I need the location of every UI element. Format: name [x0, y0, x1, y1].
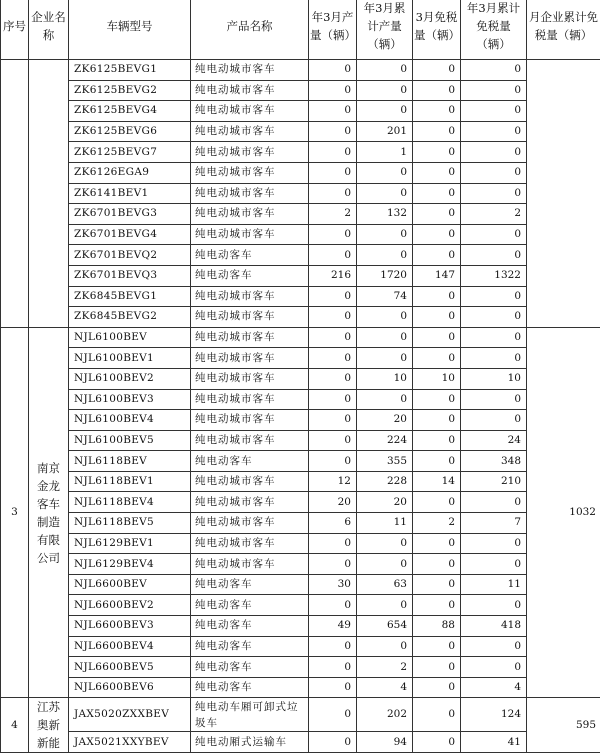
product-name-cell: 纯电动城市客车 [191, 80, 309, 101]
exempt-month-cell: 0 [413, 595, 461, 616]
vehicle-model-cell: ZK6701BEVQ2 [69, 245, 191, 266]
exempt-cum-cell: 0 [461, 80, 527, 101]
prod-month-cell: 0 [309, 80, 357, 101]
exempt-month-cell: 0 [413, 224, 461, 245]
exempt-month-cell: 0 [413, 121, 461, 142]
exempt-cum-cell: 0 [461, 657, 527, 678]
exempt-cum-cell: 0 [461, 286, 527, 307]
exempt-month-cell: 0 [413, 430, 461, 451]
table-row [1, 183, 600, 204]
exempt-cum-cell: 24 [461, 430, 527, 451]
exempt-cum-cell: 4 [461, 677, 527, 698]
vehicle-model-cell: NJL6118BEV4 [69, 492, 191, 513]
prod-month-cell: 0 [309, 389, 357, 410]
product-name-cell: 纯电动城市客车 [191, 513, 309, 534]
exempt-month-cell: 0 [413, 348, 461, 369]
exempt-month-cell: 2 [413, 513, 461, 534]
prod-month-cell: 0 [309, 595, 357, 616]
vehicle-model-cell: ZK6126EGA9 [69, 162, 191, 183]
prod-cum-cell: 0 [357, 101, 413, 122]
table-body [1, 60, 600, 753]
product-name-cell: 纯电动城市客车 [191, 204, 309, 225]
prod-cum-cell: 0 [357, 307, 413, 328]
table-row [1, 732, 600, 753]
product-name-cell: 纯电动城市客车 [191, 430, 309, 451]
prod-cum-cell: 224 [357, 430, 413, 451]
prod-month-cell: 0 [309, 410, 357, 431]
prod-month-cell: 0 [309, 224, 357, 245]
exempt-month-cell: 0 [413, 410, 461, 431]
product-name-cell: 纯电动客车 [191, 657, 309, 678]
exempt-month-cell: 0 [413, 142, 461, 163]
vehicle-model-cell: NJL6100BEV1 [69, 348, 191, 369]
exempt-month-cell: 0 [413, 451, 461, 472]
prod-cum-cell: 11 [357, 513, 413, 534]
header-prod-month: 年3月产量（辆） [309, 0, 357, 60]
vehicle-model-cell: NJL6129BEV1 [69, 533, 191, 554]
vehicle-model-cell: NJL6118BEV1 [69, 471, 191, 492]
exempt-month-cell: 0 [413, 101, 461, 122]
exempt-cum-cell: 0 [461, 101, 527, 122]
exempt-month-cell: 0 [413, 162, 461, 183]
prod-cum-cell: 1 [357, 142, 413, 163]
seq-cell: 4 [1, 698, 29, 753]
prod-cum-cell: 0 [357, 245, 413, 266]
vehicle-model-cell: ZK6125BEVG2 [69, 80, 191, 101]
exempt-month-cell: 0 [413, 492, 461, 513]
prod-cum-cell: 0 [357, 533, 413, 554]
exempt-month-cell: 0 [413, 698, 461, 732]
company-name-cell: 江苏奥新新能 [29, 698, 69, 753]
prod-cum-cell: 4 [357, 677, 413, 698]
prod-month-cell: 0 [309, 677, 357, 698]
table-row [1, 60, 600, 81]
product-name-cell: 纯电动客车 [191, 616, 309, 637]
exempt-cum-cell: 0 [461, 245, 527, 266]
vehicle-model-cell: NJL6600BEV6 [69, 677, 191, 698]
table-row [1, 348, 600, 369]
prod-month-cell: 0 [309, 368, 357, 389]
prod-cum-cell: 0 [357, 183, 413, 204]
header-prod-cum: 年3月累计产量（辆） [357, 0, 413, 60]
table-row [1, 574, 600, 595]
header-company-total: 月企业累计免税量（辆） [527, 0, 600, 60]
table-row [1, 698, 600, 732]
header-exempt-cum: 年3月累计免税量（辆） [461, 0, 527, 60]
product-name-cell: 纯电动城市客车 [191, 162, 309, 183]
prod-cum-cell: 1720 [357, 265, 413, 286]
prod-cum-cell: 228 [357, 471, 413, 492]
prod-month-cell: 0 [309, 183, 357, 204]
header-seq: 序号 [1, 0, 29, 60]
table-row [1, 554, 600, 575]
vehicle-model-cell: ZK6125BEVG7 [69, 142, 191, 163]
prod-month-cell: 0 [309, 307, 357, 328]
exempt-cum-cell: 0 [461, 121, 527, 142]
table-row [1, 162, 600, 183]
product-name-cell: 纯电动客车 [191, 265, 309, 286]
exempt-cum-cell: 11 [461, 574, 527, 595]
seq-cell: 3 [1, 327, 29, 698]
vehicle-model-cell: ZK6701BEVG4 [69, 224, 191, 245]
vehicle-model-cell: NJL6600BEV [69, 574, 191, 595]
prod-cum-cell: 654 [357, 616, 413, 637]
table-row [1, 616, 600, 637]
prod-cum-cell: 0 [357, 554, 413, 575]
exempt-month-cell: 0 [413, 636, 461, 657]
header-exempt-month: 3月免税量（辆） [413, 0, 461, 60]
vehicle-model-cell: ZK6845BEVG2 [69, 307, 191, 328]
prod-month-cell: 12 [309, 471, 357, 492]
exempt-cum-cell: 348 [461, 451, 527, 472]
company-total-cell: 1032 [527, 327, 600, 698]
vehicle-model-cell: ZK6125BEVG4 [69, 101, 191, 122]
product-name-cell: 纯电动车厢可卸式垃圾车 [191, 698, 309, 732]
prod-month-cell: 0 [309, 657, 357, 678]
header-product: 产品名称 [191, 0, 309, 60]
table-row [1, 451, 600, 472]
exempt-cum-cell: 0 [461, 183, 527, 204]
product-name-cell: 纯电动客车 [191, 595, 309, 616]
product-name-cell: 纯电动城市客车 [191, 286, 309, 307]
product-name-cell: 纯电动城市客车 [191, 101, 309, 122]
exempt-month-cell: 0 [413, 677, 461, 698]
prod-month-cell: 0 [309, 430, 357, 451]
prod-month-cell: 0 [309, 554, 357, 575]
vehicle-model-cell: NJL6100BEV3 [69, 389, 191, 410]
prod-cum-cell: 0 [357, 636, 413, 657]
table-row [1, 286, 600, 307]
header-company: 企业名称 [29, 0, 69, 60]
exempt-month-cell: 10 [413, 368, 461, 389]
table-row [1, 121, 600, 142]
product-name-cell: 纯电动城市客车 [191, 348, 309, 369]
vehicle-model-cell: NJL6100BEV [69, 327, 191, 348]
exempt-month-cell: 0 [413, 533, 461, 554]
prod-month-cell: 216 [309, 265, 357, 286]
vehicle-model-cell: NJL6600BEV2 [69, 595, 191, 616]
exempt-month-cell: 0 [413, 307, 461, 328]
exempt-cum-cell: 2 [461, 204, 527, 225]
exempt-month-cell: 0 [413, 183, 461, 204]
exempt-cum-cell: 124 [461, 698, 527, 732]
product-name-cell: 纯电动客车 [191, 451, 309, 472]
prod-cum-cell: 0 [357, 224, 413, 245]
exempt-month-cell: 0 [413, 80, 461, 101]
exempt-month-cell: 0 [413, 657, 461, 678]
product-name-cell: 纯电动城市客车 [191, 307, 309, 328]
exempt-month-cell: 0 [413, 60, 461, 81]
table-row [1, 492, 600, 513]
product-name-cell: 纯电动城市客车 [191, 327, 309, 348]
product-name-cell: 纯电动客车 [191, 574, 309, 595]
table-row [1, 101, 600, 122]
product-name-cell: 纯电动城市客车 [191, 183, 309, 204]
prod-month-cell: 0 [309, 245, 357, 266]
exempt-month-cell: 88 [413, 616, 461, 637]
seq-cell [1, 60, 29, 328]
table-row [1, 677, 600, 698]
table-row [1, 265, 600, 286]
exempt-month-cell: 0 [413, 286, 461, 307]
exempt-cum-cell: 0 [461, 636, 527, 657]
prod-month-cell: 0 [309, 286, 357, 307]
company-total-cell: 595 [527, 698, 600, 753]
prod-month-cell: 20 [309, 492, 357, 513]
prod-cum-cell: 201 [357, 121, 413, 142]
exempt-cum-cell: 7 [461, 513, 527, 534]
prod-cum-cell: 0 [357, 389, 413, 410]
vehicle-model-cell: NJL6600BEV4 [69, 636, 191, 657]
prod-month-cell: 0 [309, 60, 357, 81]
exempt-month-cell: 0 [413, 554, 461, 575]
prod-month-cell: 0 [309, 142, 357, 163]
vehicle-model-cell: NJL6118BEV [69, 451, 191, 472]
vehicle-model-cell: JAX5021XXYBEV [69, 732, 191, 753]
vehicle-model-cell: ZK6125BEVG1 [69, 60, 191, 81]
exempt-cum-cell: 210 [461, 471, 527, 492]
vehicle-model-cell: NJL6129BEV4 [69, 554, 191, 575]
company-total-cell [527, 60, 600, 328]
product-name-cell: 纯电动城市客车 [191, 60, 309, 81]
prod-cum-cell: 2 [357, 657, 413, 678]
prod-cum-cell: 20 [357, 492, 413, 513]
table-row [1, 430, 600, 451]
vehicle-model-cell: NJL6600BEV3 [69, 616, 191, 637]
exempt-cum-cell: 0 [461, 60, 527, 81]
exempt-cum-cell: 1322 [461, 265, 527, 286]
product-name-cell: 纯电动城市客车 [191, 121, 309, 142]
prod-month-cell: 2 [309, 204, 357, 225]
prod-month-cell: 30 [309, 574, 357, 595]
prod-month-cell: 0 [309, 348, 357, 369]
table-row [1, 368, 600, 389]
exempt-cum-cell: 0 [461, 554, 527, 575]
product-name-cell: 纯电动城市客车 [191, 554, 309, 575]
prod-cum-cell: 202 [357, 698, 413, 732]
table-row [1, 657, 600, 678]
table-row [1, 471, 600, 492]
exempt-cum-cell: 0 [461, 162, 527, 183]
vehicle-model-cell: JAX5020ZXXBEV [69, 698, 191, 732]
exempt-month-cell: 0 [413, 389, 461, 410]
exempt-month-cell: 0 [413, 204, 461, 225]
prod-month-cell: 6 [309, 513, 357, 534]
prod-month-cell: 0 [309, 101, 357, 122]
exempt-cum-cell: 0 [461, 492, 527, 513]
exempt-cum-cell: 0 [461, 410, 527, 431]
prod-cum-cell: 94 [357, 732, 413, 753]
exempt-cum-cell: 0 [461, 224, 527, 245]
exempt-cum-cell: 0 [461, 389, 527, 410]
exempt-month-cell: 0 [413, 732, 461, 753]
exempt-cum-cell: 10 [461, 368, 527, 389]
table-row [1, 142, 600, 163]
prod-cum-cell: 0 [357, 162, 413, 183]
product-name-cell: 纯电动城市客车 [191, 142, 309, 163]
prod-month-cell: 0 [309, 327, 357, 348]
prod-month-cell: 0 [309, 121, 357, 142]
product-name-cell: 纯电动客车 [191, 636, 309, 657]
prod-month-cell: 0 [309, 162, 357, 183]
table-row [1, 224, 600, 245]
company-name-cell: 南京金龙客车制造有限公司 [29, 327, 69, 698]
prod-cum-cell: 63 [357, 574, 413, 595]
table-header-row [1, 0, 600, 60]
exempt-cum-cell: 0 [461, 595, 527, 616]
product-name-cell: 纯电动城市客车 [191, 389, 309, 410]
prod-cum-cell: 20 [357, 410, 413, 431]
exempt-cum-cell: 418 [461, 616, 527, 637]
exempt-month-cell: 0 [413, 327, 461, 348]
prod-cum-cell: 0 [357, 348, 413, 369]
exempt-cum-cell: 0 [461, 142, 527, 163]
vehicle-model-cell: ZK6141BEV1 [69, 183, 191, 204]
exempt-month-cell: 14 [413, 471, 461, 492]
vehicle-model-cell: ZK6845BEVG1 [69, 286, 191, 307]
prod-month-cell: 0 [309, 533, 357, 554]
table-row [1, 513, 600, 534]
product-name-cell: 纯电动城市客车 [191, 224, 309, 245]
prod-cum-cell: 0 [357, 327, 413, 348]
exempt-cum-cell: 0 [461, 348, 527, 369]
vehicle-model-cell: ZK6701BEVQ3 [69, 265, 191, 286]
table-row [1, 204, 600, 225]
table-row [1, 389, 600, 410]
product-name-cell: 纯电动客车 [191, 677, 309, 698]
table-row [1, 245, 600, 266]
table-row [1, 410, 600, 431]
prod-month-cell: 0 [309, 451, 357, 472]
table-row [1, 636, 600, 657]
exempt-cum-cell: 0 [461, 307, 527, 328]
vehicle-model-cell: ZK6125BEVG6 [69, 121, 191, 142]
product-name-cell: 纯电动厢式运输车 [191, 732, 309, 753]
prod-month-cell: 49 [309, 616, 357, 637]
vehicle-model-cell: ZK6701BEVG3 [69, 204, 191, 225]
exempt-month-cell: 0 [413, 574, 461, 595]
vehicle-model-cell: NJL6600BEV5 [69, 657, 191, 678]
header-model: 车辆型号 [69, 0, 191, 60]
product-name-cell: 纯电动城市客车 [191, 533, 309, 554]
prod-cum-cell: 0 [357, 60, 413, 81]
product-name-cell: 纯电动城市客车 [191, 410, 309, 431]
prod-cum-cell: 10 [357, 368, 413, 389]
product-name-cell: 纯电动城市客车 [191, 471, 309, 492]
product-name-cell: 纯电动城市客车 [191, 368, 309, 389]
prod-cum-cell: 132 [357, 204, 413, 225]
company-name-cell [29, 60, 69, 328]
product-name-cell: 纯电动城市客车 [191, 492, 309, 513]
table-row [1, 80, 600, 101]
prod-cum-cell: 74 [357, 286, 413, 307]
exempt-cum-cell: 41 [461, 732, 527, 753]
vehicle-model-cell: NJL6118BEV5 [69, 513, 191, 534]
table-row [1, 307, 600, 328]
prod-cum-cell: 0 [357, 80, 413, 101]
vehicle-model-cell: NJL6100BEV4 [69, 410, 191, 431]
vehicle-model-cell: NJL6100BEV5 [69, 430, 191, 451]
prod-month-cell: 0 [309, 732, 357, 753]
prod-cum-cell: 355 [357, 451, 413, 472]
prod-month-cell: 0 [309, 636, 357, 657]
table-row [1, 533, 600, 554]
exempt-cum-cell: 0 [461, 327, 527, 348]
vehicle-model-cell: NJL6100BEV2 [69, 368, 191, 389]
table-row [1, 595, 600, 616]
table-row [1, 327, 600, 348]
exempt-cum-cell: 0 [461, 533, 527, 554]
exempt-month-cell: 147 [413, 265, 461, 286]
prod-cum-cell: 0 [357, 595, 413, 616]
exempt-month-cell: 0 [413, 245, 461, 266]
product-name-cell: 纯电动客车 [191, 245, 309, 266]
prod-month-cell: 0 [309, 698, 357, 732]
